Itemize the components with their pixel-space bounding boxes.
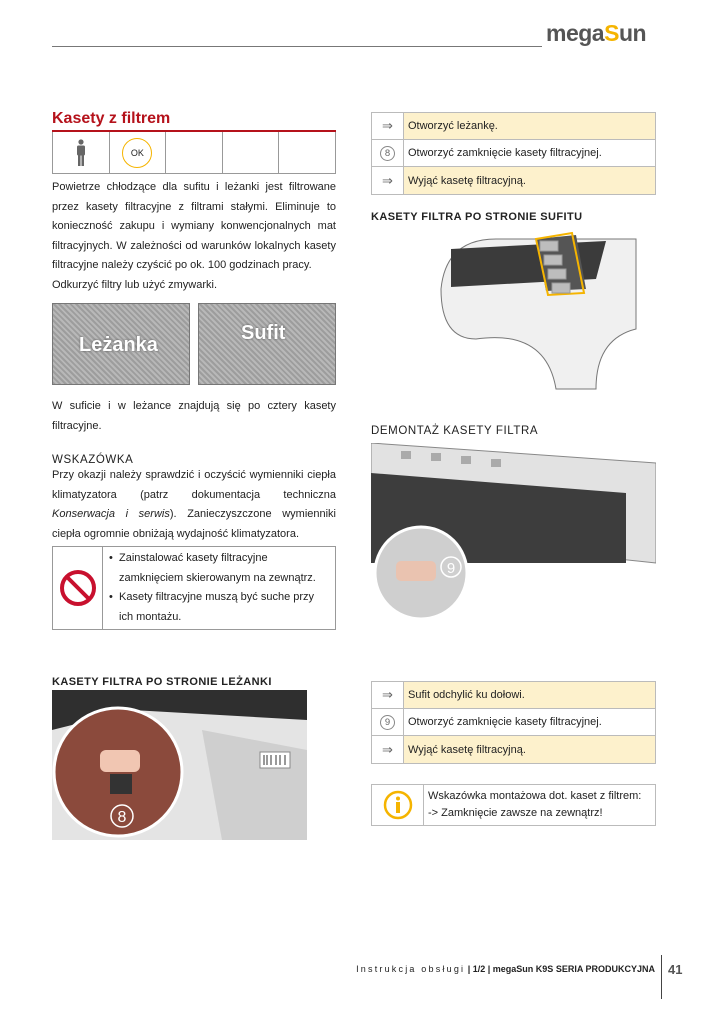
arrow-icon: ⇒ xyxy=(372,167,404,194)
photo-number-9: 9 xyxy=(446,560,456,577)
megasun-logo: megaSun xyxy=(546,20,647,46)
bed-filter-photo xyxy=(52,690,307,840)
left-column xyxy=(52,110,336,840)
footer: Instrukcja obsługi | 1/2 | megaSun K9S SERIA PRODUKCYJNA xyxy=(356,964,655,974)
filter-ceiling-photo: Sufit xyxy=(198,303,336,385)
step-row: ⇒ Wyjąć kasetę filtracyjną. xyxy=(372,736,655,763)
four-cassettes-text: W suficie i w leżance znajdują się po cztery kasety filtracyjne. xyxy=(52,400,336,432)
filter-bed-photo: Leżanka xyxy=(52,303,190,385)
condition-table xyxy=(52,132,336,174)
ok-cell xyxy=(110,132,167,173)
info-line-2: -> Zamknięcie zawsze na zewnątrz! xyxy=(428,807,603,819)
ceiling-heading: KASETY FILTRA PO STRONIE SUFITU xyxy=(371,211,583,223)
steps-bed xyxy=(371,112,656,195)
number-9-icon: 9 xyxy=(380,715,395,730)
number-8-icon: 8 xyxy=(380,146,395,161)
filter-photos xyxy=(52,303,336,385)
prohibition-icon xyxy=(58,568,98,608)
step-row: ⇒ Otworzyć leżankę. xyxy=(372,113,655,140)
warning-box xyxy=(52,546,336,630)
footer-rule xyxy=(661,955,662,999)
page-number: 41 xyxy=(668,962,683,977)
warning-item: • Kasety filtracyjne muszą być suche przy ich montażu. xyxy=(109,588,331,627)
ceiling-filter-photo xyxy=(436,229,656,399)
intro-paragraph: Powietrze chłodzące dla sufitu i leżanki jest filtrowane przez kasety filtracyjne z filtrami stałymi. Eliminuje to konieczność zakupu i wymiany konwencjonalnych mat filtracyjnych. W zależności od warunków lokalnych kasety filtracyjne należy czyścić po ok. 100 godzinach pracy. xyxy=(52,181,336,271)
arrow-icon: ⇒ xyxy=(372,682,404,708)
photo-number-8: 8 xyxy=(117,809,127,826)
arrow-icon: ⇒ xyxy=(372,736,404,763)
arrow-icon: ⇒ xyxy=(372,113,404,139)
step-row: 8 Otworzyć zamknięcie kasety filtracyjnej. xyxy=(372,140,655,167)
header-rule xyxy=(52,46,542,47)
intro-paragraph-2: Odkurzyć filtry lub użyć zmywarki. xyxy=(52,278,218,291)
person-cell xyxy=(53,132,110,173)
person-icon xyxy=(75,139,87,167)
ok-badge: OK xyxy=(122,138,152,168)
step-row: ⇒ Wyjąć kasetę filtracyjną. xyxy=(372,167,655,194)
right-column xyxy=(371,112,656,826)
note-heading: WSKAZÓWKA xyxy=(52,454,134,466)
info-box xyxy=(371,784,656,826)
info-line-1: Wskazówka montażowa dot. kaset z filtrem: xyxy=(428,790,642,802)
warning-item: • Zainstalować kasety filtracyjne zamknięciem skierowanym na zewnątrz. xyxy=(109,549,331,588)
demount-heading: DEMONTAŻ KASETY FILTRA xyxy=(371,425,539,437)
note-paragraph: Przy okazji należy sprawdzić i oczyścić wymienniki ciepła klimatyzatora (patrz dokumentacja techniczna Konserwacja i serwis). Zanieczyszczone wymienniki ciepła ogromnie obniżają wydajność klimatyzatora. xyxy=(52,469,336,540)
step-row: 9 Otworzyć zamknięcie kasety filtracyjnej. xyxy=(372,709,655,736)
warning-list xyxy=(103,547,335,629)
step-row: ⇒ Sufit odchylić ku dołowi. xyxy=(372,682,655,709)
info-icon xyxy=(383,790,413,820)
section-title: Kasety z filtrem xyxy=(52,110,336,132)
bed-heading: KASETY FILTRA PO STRONIE LEŻANKI xyxy=(52,676,272,688)
steps-ceiling xyxy=(371,681,656,764)
demount-photo xyxy=(371,443,656,623)
